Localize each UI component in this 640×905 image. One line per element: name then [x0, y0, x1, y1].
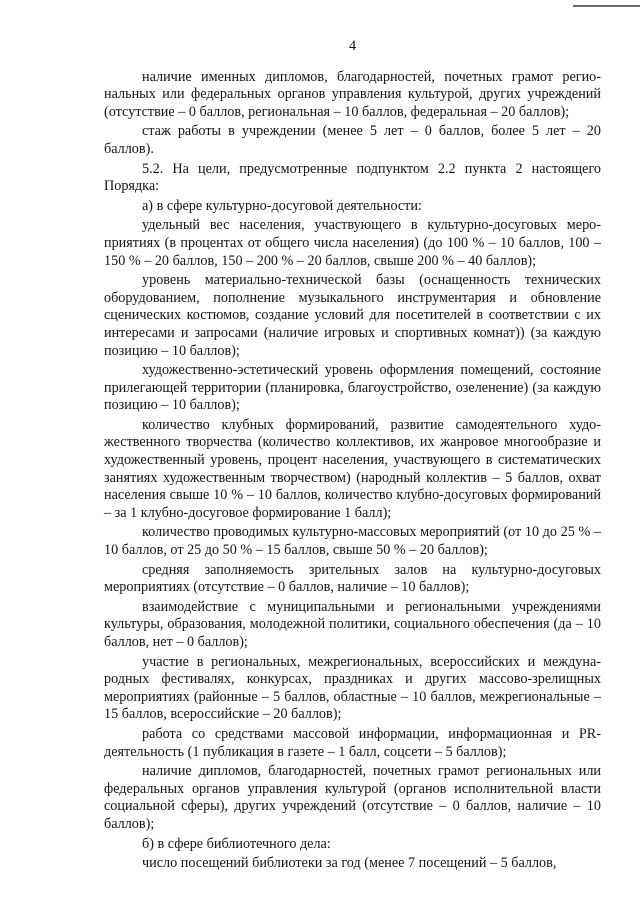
paragraph-hall-occupancy: средняя заполняемость зрительных залов на культурно-досуговых мероприятиях (отсутствие – 0 баллов, наличие – 10 баллов); — [104, 561, 601, 596]
paragraph-cooperation: взаимодействие с муниципальными и региональными учреждениями культуры, образования, молодежной политики, социального обеспечения (да – 10 баллов, нет – 0 баллов); — [104, 598, 601, 650]
paragraph-subsection-b: б) в сфере библиотечного дела: — [142, 835, 331, 852]
page-number: 4 — [348, 38, 357, 54]
paragraph-section-5-2: 5.2. На цели, предусмотренные подпунктом 2.2 пункта 2 настоящего Порядка: — [104, 160, 601, 195]
paragraph-festivals: участие в региональных, межрегиональных, всероссийских и международных фестивалях, конкурсах, праздниках и других массово-зрелищных мероприятиях (районные – 5 баллов, областные – 10 баллов, межрегиональные – 15 баллов, всероссийские – 20 баллов); — [104, 653, 601, 723]
paragraph-diplomas-employee: наличие именных дипломов, благодарностей, почетных грамот региональных или федеральных органов управления культурой, других учреждений (отсутствие – 0 баллов, региональная – 10 баллов, федеральная – 20 баллов); — [104, 68, 601, 120]
paragraph-aesthetic-level: художественно-эстетический уровень оформления помещений, состояние прилегающей территории (планировка, благоустройство, озеленение) (за каждую позицию – 10 баллов); — [104, 362, 601, 414]
paragraph-club-formations: количество клубных формирований, развитие самодеятельного художественного творчества (количество коллективов, их жанровое многообразие и художественный уровень, процент населения, участвующего в систематических занятиях художественным творчеством) (народный коллектив – 5 баллов, охват населения свыше 10 % – 10 баллов, количество клубно-досуговых формирований – за 1 клубно-досуговое формирование 1 балл); — [104, 416, 601, 521]
paragraph-material-base: уровень материально-технической базы (оснащенность технических оборудованием, пополнение музыкального инструментария и обновление сценических костюмов, создание условий для посетителей в соответствии с их интересами и запросами (наличие игровых и спортивных комнат)) (за каждую позицию – 10 баллов); — [104, 272, 601, 359]
paragraph-subsection-a: а) в сфере культурно-досуговой деятельности: — [142, 197, 422, 214]
top-edge-line — [573, 5, 640, 7]
paragraph-media-work: работа со средствами массовой информации, информационная и PR-деятельность (1 публикация в газете – 1 балл, соцсети – 5 баллов); — [104, 725, 601, 760]
paragraph-population-share: удельный вес населения, участвующего в культурно-досуговых мероприятиях (в процентах от общего числа населения) (до 100 % – 10 баллов, 100 – 150 % – 20 баллов, 150 – 200 % – 20 баллов, свыше 200 % – 40 баллов); — [104, 217, 601, 269]
paragraph-diplomas-institution: наличие дипломов, благодарностей, почетных грамот региональных или федеральных органов управления культурой (органов исполнительной власти социальной сферы), других учреждений (отсутствие – 0 баллов, наличие – 10 баллов); — [104, 763, 601, 832]
document-page — [104, 38, 601, 873]
paragraph-library-visits: число посещений библиотеки за год (менее 7 посещений – 5 баллов, — [142, 855, 557, 872]
paragraph-work-experience: стаж работы в учреждении (менее 5 лет – 0 баллов, более 5 лет – 20 баллов). — [104, 123, 601, 157]
paragraph-mass-events: количество проводимых культурно-массовых мероприятий (от 10 до 25 % – 10 баллов, от 25 до 50 % – 15 баллов, свыше 50 % – 20 баллов); — [104, 524, 601, 559]
